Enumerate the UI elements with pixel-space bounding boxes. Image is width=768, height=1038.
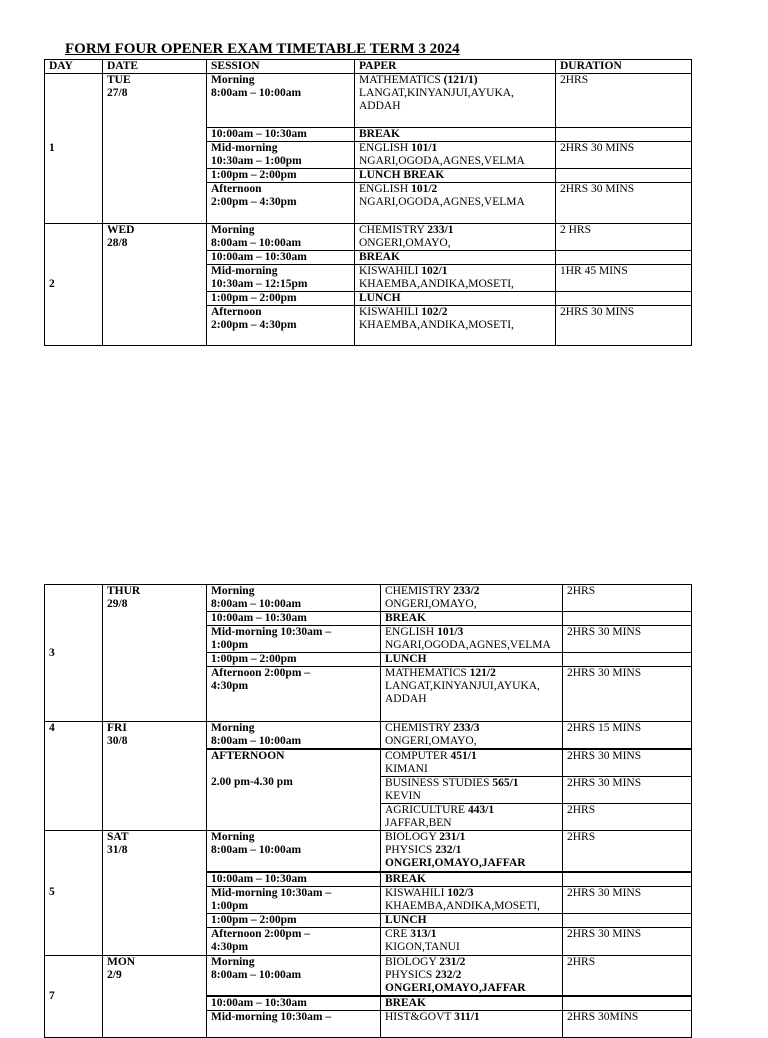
session-name: Morning bbox=[211, 955, 255, 968]
date: 27/8 bbox=[107, 87, 128, 99]
duration: 2HRS bbox=[563, 804, 692, 831]
paper-subject: CHEMISTRY bbox=[385, 585, 454, 597]
paper bbox=[355, 265, 556, 292]
paper bbox=[381, 927, 563, 955]
session-time: 1:00pm bbox=[211, 639, 249, 651]
paper-code: 231/1 bbox=[439, 831, 466, 843]
paper bbox=[355, 306, 556, 346]
table-row bbox=[45, 722, 692, 750]
duration bbox=[563, 872, 692, 887]
paper-code: 311/1 bbox=[454, 1011, 480, 1023]
duration bbox=[563, 913, 692, 927]
session-time: 8:00am – 10:00am bbox=[211, 735, 302, 747]
paper-teachers: ONGERI,OMAYO, bbox=[359, 237, 451, 249]
paper-subject: BIOLOGY bbox=[385, 831, 440, 843]
day-number: 3 bbox=[45, 585, 103, 722]
session-time: 8:00am – 10:00am bbox=[211, 598, 302, 610]
session-name: Mid-morning 10:30am – bbox=[211, 1011, 332, 1023]
date: 30/8 bbox=[107, 735, 128, 747]
paper-teachers: KHAEMBA,ANDIKA,MOSETI, bbox=[359, 278, 514, 290]
paper bbox=[381, 831, 563, 872]
session-time: 1:00pm – 2:00pm bbox=[207, 653, 381, 667]
paper bbox=[381, 804, 563, 831]
day-number: 1 bbox=[45, 74, 103, 224]
session-name: Mid-morning 10:30am – bbox=[211, 886, 332, 899]
session bbox=[207, 667, 381, 722]
header-paper: PAPER bbox=[355, 60, 556, 74]
session bbox=[207, 74, 355, 128]
paper bbox=[355, 183, 556, 224]
paper-subject: ENGLISH bbox=[385, 626, 438, 638]
duration bbox=[556, 128, 692, 142]
day-date bbox=[103, 955, 207, 1038]
session-time: 4:30pm bbox=[211, 680, 249, 692]
duration: 2HRS 30 MINS bbox=[563, 749, 692, 777]
paper-subject: MATHEMATICS bbox=[385, 667, 470, 679]
session-name: Morning bbox=[211, 722, 255, 734]
day-number: 2 bbox=[45, 224, 103, 346]
paper-subject: KISWAHILI bbox=[359, 265, 422, 277]
session-name: Mid-morning bbox=[211, 265, 278, 277]
paper-subject: BUSINESS STUDIES bbox=[385, 777, 493, 789]
paper-code: 565/1 bbox=[492, 777, 519, 789]
paper bbox=[381, 749, 563, 777]
session-time: 10:30am – 1:00pm bbox=[211, 155, 302, 167]
session bbox=[207, 585, 381, 612]
paper-subject: CHEMISTRY bbox=[385, 722, 454, 734]
paper-teachers: ONGERI,OMAYO,JAFFAR bbox=[385, 981, 526, 994]
paper-subject: CHEMISTRY bbox=[359, 224, 428, 236]
session bbox=[207, 831, 381, 872]
paper-code: 443/1 bbox=[467, 804, 495, 816]
paper-code: (121/1) bbox=[440, 74, 478, 86]
paper-teachers: JAFFAR,BEN bbox=[385, 817, 452, 829]
weekday: WED bbox=[107, 224, 135, 236]
paper bbox=[381, 955, 563, 996]
session bbox=[207, 183, 355, 224]
session-time: 4:30pm bbox=[211, 940, 249, 953]
paper-subject: PHYSICS bbox=[385, 968, 436, 981]
session bbox=[207, 722, 381, 750]
paper-teachers: LANGAT,KINYANJUI,AYUKA, ADDAH bbox=[385, 680, 540, 705]
paper-code: 232/2 bbox=[435, 968, 462, 981]
paper-code: 121/2 bbox=[469, 667, 496, 679]
duration bbox=[563, 996, 692, 1011]
session-name: Afternoon bbox=[211, 306, 262, 318]
day-date bbox=[103, 74, 207, 224]
duration bbox=[556, 169, 692, 183]
paper-teachers: NGARI,OGODA,AGNES,VELMA bbox=[359, 196, 525, 208]
paper: BREAK bbox=[381, 996, 563, 1011]
paper: BREAK bbox=[381, 872, 563, 887]
duration: 1HR 45 MINS bbox=[556, 265, 692, 292]
duration: 2HRS bbox=[563, 955, 692, 996]
day-date bbox=[103, 585, 207, 722]
session-name: AFTERNOON bbox=[211, 750, 285, 762]
paper-code: 101/3 bbox=[437, 626, 464, 638]
session-name: Afternoon 2:00pm – bbox=[211, 927, 311, 940]
table-row bbox=[45, 831, 692, 872]
paper-line bbox=[385, 969, 558, 982]
duration bbox=[563, 612, 692, 626]
session-time: 2:00pm – 4:30pm bbox=[211, 196, 297, 208]
date: 29/8 bbox=[107, 598, 128, 610]
paper-teachers: ONGERI,OMAYO,JAFFAR bbox=[385, 857, 526, 869]
paper-subject: KISWAHILI bbox=[359, 306, 422, 318]
session-time: 10:00am – 10:30am bbox=[207, 996, 381, 1011]
weekday: TUE bbox=[107, 74, 131, 86]
session-time: 2:00pm – 4:30pm bbox=[211, 319, 297, 331]
paper-subject: COMPUTER bbox=[385, 750, 451, 762]
paper bbox=[355, 224, 556, 251]
session bbox=[207, 265, 355, 292]
duration: 2HRS 30 MINS bbox=[563, 667, 692, 722]
paper-subject: ENGLISH bbox=[359, 142, 412, 154]
paper-code: 231/2 bbox=[439, 955, 466, 968]
session-time: 8:00am – 10:00am bbox=[211, 237, 302, 249]
session-time: 1:00pm – 2:00pm bbox=[207, 169, 355, 183]
weekday: FRI bbox=[107, 722, 127, 734]
paper-code: 233/1 bbox=[427, 224, 454, 236]
paper-teachers: ONGERI,OMAYO, bbox=[385, 598, 477, 610]
paper-line bbox=[385, 844, 558, 857]
paper bbox=[355, 74, 556, 128]
paper-subject: BIOLOGY bbox=[385, 955, 440, 968]
session-time: 1:00pm – 2:00pm bbox=[207, 292, 355, 306]
duration: 2HRS 15 MINS bbox=[563, 722, 692, 750]
paper-teachers: KHAEMBA,ANDIKA,MOSETI, bbox=[359, 319, 514, 331]
header-date: DATE bbox=[103, 60, 207, 74]
paper-teachers: ONGERI,OMAYO, bbox=[385, 735, 477, 747]
header-duration: DURATION bbox=[556, 60, 692, 74]
duration: 2HRS bbox=[563, 585, 692, 612]
paper: LUNCH bbox=[381, 913, 563, 927]
session-time: 10:30am – 12:15pm bbox=[211, 278, 308, 290]
duration: 2HRS 30 MINS bbox=[563, 777, 692, 804]
session-time: 8:00am – 10:00am bbox=[211, 968, 302, 981]
duration: 2HRS 30 MINS bbox=[563, 927, 692, 955]
duration: 2HRS bbox=[563, 831, 692, 872]
duration: 2HRS 30 MINS bbox=[556, 142, 692, 169]
day-number: 7 bbox=[45, 955, 103, 1038]
session-time: 1:00pm bbox=[211, 899, 249, 912]
duration: 2HRS 30MINS bbox=[563, 1011, 692, 1038]
duration: 2HRS 30 MINS bbox=[563, 886, 692, 913]
paper-subject: PHYSICS bbox=[385, 844, 436, 856]
session bbox=[207, 955, 381, 996]
paper: BREAK bbox=[381, 612, 563, 626]
paper-subject: CRE bbox=[385, 927, 411, 940]
paper-code: 232/1 bbox=[435, 844, 462, 856]
paper-teachers: NGARI,OGODA,AGNES,VELMA bbox=[385, 639, 551, 651]
page-title: FORM FOUR OPENER EXAM TIMETABLE TERM 3 2024 bbox=[65, 41, 460, 57]
session bbox=[207, 626, 381, 653]
table-row bbox=[45, 955, 692, 996]
paper-teachers: KIMANI bbox=[385, 763, 428, 775]
session bbox=[207, 749, 381, 831]
paper-code: 451/1 bbox=[450, 750, 477, 762]
day-date bbox=[103, 831, 207, 956]
day-number: 4 bbox=[45, 722, 103, 831]
table-row bbox=[45, 224, 692, 251]
session-time: 1:00pm – 2:00pm bbox=[207, 913, 381, 927]
paper-code: 233/2 bbox=[453, 585, 480, 597]
session bbox=[207, 142, 355, 169]
duration bbox=[556, 251, 692, 265]
paper-subject: AGRICULTURE bbox=[385, 804, 468, 816]
session-time: 8:00am – 10:00am bbox=[211, 844, 302, 856]
session-name: Mid-morning 10:30am – bbox=[211, 626, 332, 638]
paper: BREAK bbox=[355, 251, 556, 265]
day-date bbox=[103, 722, 207, 831]
paper-line bbox=[385, 831, 558, 844]
paper-teachers: LANGAT,KINYANJUI,AYUKA, ADDAH bbox=[359, 87, 514, 112]
duration: 2 HRS bbox=[556, 224, 692, 251]
paper bbox=[381, 626, 563, 653]
date: 2/9 bbox=[107, 968, 122, 981]
paper: BREAK bbox=[355, 128, 556, 142]
paper bbox=[381, 886, 563, 913]
paper-line bbox=[385, 956, 558, 969]
paper bbox=[355, 142, 556, 169]
session bbox=[207, 306, 355, 346]
weekday: THUR bbox=[107, 585, 141, 597]
session-time: 10:00am – 10:30am bbox=[207, 612, 381, 626]
date: 28/8 bbox=[107, 237, 128, 249]
paper bbox=[381, 667, 563, 722]
paper bbox=[381, 777, 563, 804]
header-session: SESSION bbox=[207, 60, 355, 74]
session bbox=[207, 886, 381, 913]
session-name: Morning bbox=[211, 224, 255, 236]
duration: 2HRS bbox=[556, 74, 692, 128]
duration: 2HRS 30 MINS bbox=[556, 306, 692, 346]
paper-subject: KISWAHILI bbox=[385, 886, 448, 899]
table-row bbox=[45, 585, 692, 612]
session-name: Afternoon 2:00pm – bbox=[211, 667, 311, 679]
timetable-days-3-7 bbox=[44, 584, 692, 1038]
paper: LUNCH BREAK bbox=[355, 169, 556, 183]
paper: LUNCH bbox=[381, 653, 563, 667]
date: 31/8 bbox=[107, 844, 128, 856]
paper-code: 101/1 bbox=[411, 142, 438, 154]
weekday: SAT bbox=[107, 831, 129, 843]
session-time: 10:00am – 10:30am bbox=[207, 128, 355, 142]
paper bbox=[381, 1011, 563, 1038]
weekday: MON bbox=[107, 955, 136, 968]
session-time: 10:00am – 10:30am bbox=[207, 251, 355, 265]
paper-code: 102/2 bbox=[421, 306, 448, 318]
duration bbox=[563, 653, 692, 667]
paper bbox=[381, 722, 563, 750]
duration: 2HRS 30 MINS bbox=[556, 183, 692, 224]
session-name: Afternoon bbox=[211, 183, 262, 195]
paper: LUNCH bbox=[355, 292, 556, 306]
paper-code: 102/3 bbox=[447, 886, 474, 899]
session-name: Morning bbox=[211, 585, 255, 597]
session-name: Morning bbox=[211, 831, 255, 843]
session bbox=[207, 1011, 381, 1038]
paper-teachers: KHAEMBA,ANDIKA,MOSETI, bbox=[385, 899, 540, 912]
table-header-row bbox=[45, 60, 692, 74]
paper-teachers: NGARI,OGODA,AGNES,VELMA bbox=[359, 155, 525, 167]
session-time: 2.00 pm-4.30 pm bbox=[211, 776, 293, 788]
day-number: 5 bbox=[45, 831, 103, 956]
table-row bbox=[45, 74, 692, 128]
day-date bbox=[103, 224, 207, 346]
session-time: 10:00am – 10:30am bbox=[207, 872, 381, 887]
session-time: 8:00am – 10:00am bbox=[211, 87, 302, 99]
session-name: Mid-morning bbox=[211, 142, 278, 154]
timetable-days-1-2 bbox=[44, 59, 692, 346]
paper-code: 313/1 bbox=[410, 927, 437, 940]
paper-subject: HIST&GOVT bbox=[385, 1011, 455, 1023]
paper-subject: MATHEMATICS bbox=[359, 74, 441, 86]
paper-subject: ENGLISH bbox=[359, 183, 412, 195]
duration bbox=[556, 292, 692, 306]
paper-code: 233/3 bbox=[453, 722, 480, 734]
paper-code: 102/1 bbox=[421, 265, 448, 277]
paper bbox=[381, 585, 563, 612]
header-day: DAY bbox=[45, 60, 103, 74]
duration: 2HRS 30 MINS bbox=[563, 626, 692, 653]
paper-teachers: KIGON,TANUI bbox=[385, 940, 460, 953]
session bbox=[207, 927, 381, 955]
session-name: Morning bbox=[211, 74, 255, 86]
paper-teachers: KEVIN bbox=[385, 790, 421, 802]
paper-code: 101/2 bbox=[411, 183, 438, 195]
session bbox=[207, 224, 355, 251]
